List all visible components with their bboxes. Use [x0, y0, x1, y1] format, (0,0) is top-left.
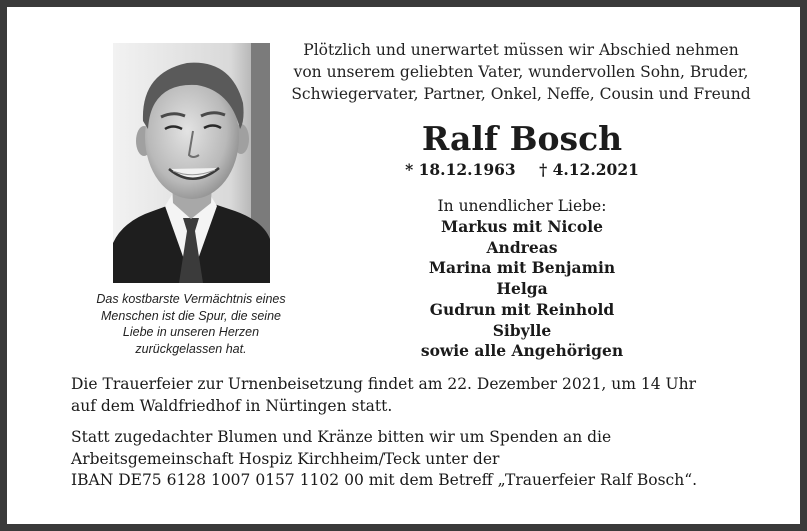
intro-text	[279, 39, 763, 105]
funeral-info	[71, 374, 781, 417]
intro-line: Schwiegervater, Partner, Onkel, Neffe, Cousin und Freund	[291, 85, 751, 103]
portrait-photo	[113, 43, 270, 283]
memorial-quote	[65, 291, 317, 357]
quote-line: Liebe in unseren Herzen	[122, 325, 260, 339]
donation-line: Arbeitsgemeinschaft Hospiz Kirchheim/Teck unter der	[71, 449, 500, 468]
portrait-image	[113, 43, 270, 283]
mourner-name: Andreas	[486, 237, 558, 257]
mourners-list	[357, 217, 687, 362]
donation-info	[71, 427, 781, 492]
intro-line: Plötzlich und unerwartet müssen wir Abschied nehmen	[303, 41, 739, 59]
deceased-name: Ralf Bosch	[421, 119, 623, 158]
mourner-name: Marina mit Benjamin	[428, 258, 616, 278]
mourner-name: Markus mit Nicole	[441, 217, 603, 236]
intro-line: von unserem geliebten Vater, wundervollen Sohn, Bruder,	[293, 63, 749, 81]
mourner-name: sowie alle Angehörigen	[420, 341, 624, 361]
mourner-name: Sibylle	[492, 320, 552, 340]
obituary-notice	[7, 7, 800, 524]
funeral-line: auf dem Waldfriedhof in Nürtingen statt.	[71, 396, 393, 415]
donation-line: IBAN DE75 6128 1007 0157 1102 00 mit dem Betreff „Trauerfeier Ralf Bosch“.	[71, 471, 698, 489]
birth-date: * 18.12.1963	[405, 160, 516, 179]
mourners-heading: In unendlicher Liebe:	[437, 197, 607, 215]
quote-line: zurückgelassen hat.	[135, 341, 247, 356]
mourner-name: Gudrun mit Reinhold	[429, 299, 615, 319]
mourner-name: Helga	[496, 279, 548, 299]
life-dates	[357, 159, 687, 181]
donation-line: Statt zugedachter Blumen und Kränze bitten wir um Spenden an die	[71, 428, 612, 446]
funeral-line: Die Trauerfeier zur Urnenbeisetzung findet am 22. Dezember 2021, um 14 Uhr	[71, 375, 696, 393]
death-date: † 4.12.2021	[539, 160, 639, 179]
quote-line: Menschen ist die Spur, die seine	[101, 308, 281, 323]
quote-line: Das kostbarste Vermächtnis eines	[96, 292, 286, 306]
